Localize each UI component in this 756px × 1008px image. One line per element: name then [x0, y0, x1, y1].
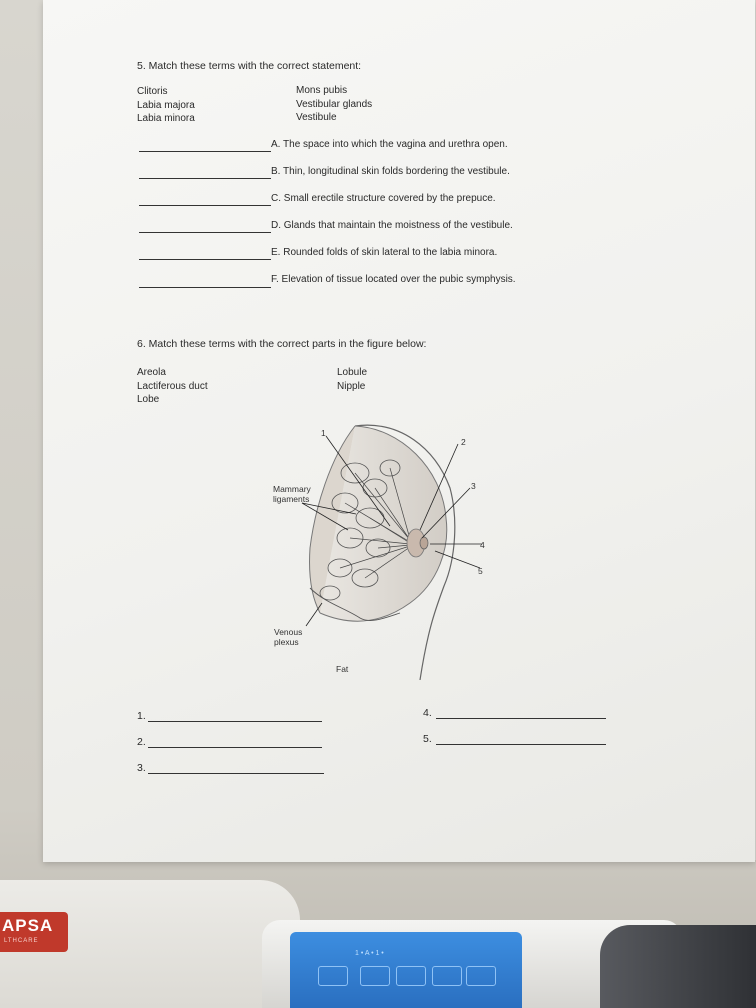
- figure-number-4: 4: [480, 540, 485, 550]
- statement-f: F. Elevation of tissue located over the pubic symphysis.: [271, 274, 516, 285]
- figure-number-3: 3: [471, 481, 476, 491]
- answer-num-1: 1.: [137, 710, 146, 722]
- answer-blank-2[interactable]: [148, 747, 322, 748]
- term-areola: Areola: [137, 367, 166, 378]
- term-vestibule: Vestibule: [296, 112, 337, 123]
- answer-blank-e[interactable]: [139, 259, 271, 260]
- answer-blank-b[interactable]: [139, 178, 271, 179]
- statement-c: C. Small erectile structure covered by the prepuce.: [271, 193, 496, 204]
- statement-e: E. Rounded folds of skin lateral to the labia minora.: [271, 247, 498, 258]
- term-labia-minora: Labia minora: [137, 113, 195, 124]
- answer-blank-a[interactable]: [139, 151, 271, 152]
- control-key-1[interactable]: [318, 966, 348, 986]
- control-key-4[interactable]: [432, 966, 462, 986]
- statement-d: D. Glands that maintain the moistness of the vestibule.: [271, 220, 513, 231]
- figure-number-5: 5: [478, 566, 483, 576]
- answer-num-4: 4.: [423, 707, 432, 719]
- q5-terms-col2: [296, 84, 372, 125]
- answer-blank-5[interactable]: [436, 744, 606, 745]
- answer-blank-f[interactable]: [139, 287, 271, 288]
- term-mons-pubis: Mons pubis: [296, 85, 348, 96]
- figure-number-1: 1: [321, 428, 326, 438]
- control-key-3[interactable]: [396, 966, 426, 986]
- control-panel-text: 1 • A • 1 •: [355, 950, 384, 957]
- term-lobule: Lobule: [337, 367, 368, 378]
- q6-terms-col2: [337, 366, 367, 393]
- figure-number-2: 2: [461, 437, 466, 447]
- term-vestibular-glands: Vestibular glands: [296, 98, 373, 110]
- answer-num-5: 5.: [423, 733, 432, 745]
- answer-blank-3[interactable]: [148, 773, 324, 774]
- label-fat: Fat: [336, 664, 349, 674]
- term-lobe: Lobe: [137, 394, 160, 405]
- answer-num-3: 3.: [137, 762, 146, 774]
- term-labia-majora: Labia majora: [137, 99, 195, 111]
- answer-blank-4[interactable]: [436, 718, 606, 719]
- statement-a: A. The space into which the vagina and urethra open.: [271, 139, 508, 150]
- answer-blank-d[interactable]: [139, 232, 271, 233]
- scanner-dark-panel: [600, 925, 756, 1008]
- term-clitoris: Clitoris: [137, 86, 168, 97]
- q5-title: 5. Match these terms with the correct statement:: [137, 60, 362, 72]
- term-nipple: Nipple: [337, 380, 366, 392]
- brand-logo-subtext: LTHCARE: [4, 938, 39, 944]
- q5-terms-col1: [137, 85, 195, 126]
- label-venous-plexus: Venous plexus: [274, 627, 303, 647]
- control-key-5[interactable]: [466, 966, 496, 986]
- q6-terms-col1: [137, 366, 208, 407]
- answer-blank-c[interactable]: [139, 205, 271, 206]
- brand-logo-text: APSA: [2, 916, 54, 935]
- answer-num-2: 2.: [137, 736, 146, 748]
- term-lactiferous-duct: Lactiferous duct: [137, 380, 208, 392]
- q6-title: 6. Match these terms with the correct parts in the figure below:: [137, 338, 427, 350]
- statement-b: B. Thin, longitudinal skin folds bordering the vestibule.: [271, 166, 510, 177]
- label-mammary-ligaments: Mammary ligaments: [273, 484, 311, 504]
- control-key-2[interactable]: [360, 966, 390, 986]
- answer-blank-1[interactable]: [148, 721, 322, 722]
